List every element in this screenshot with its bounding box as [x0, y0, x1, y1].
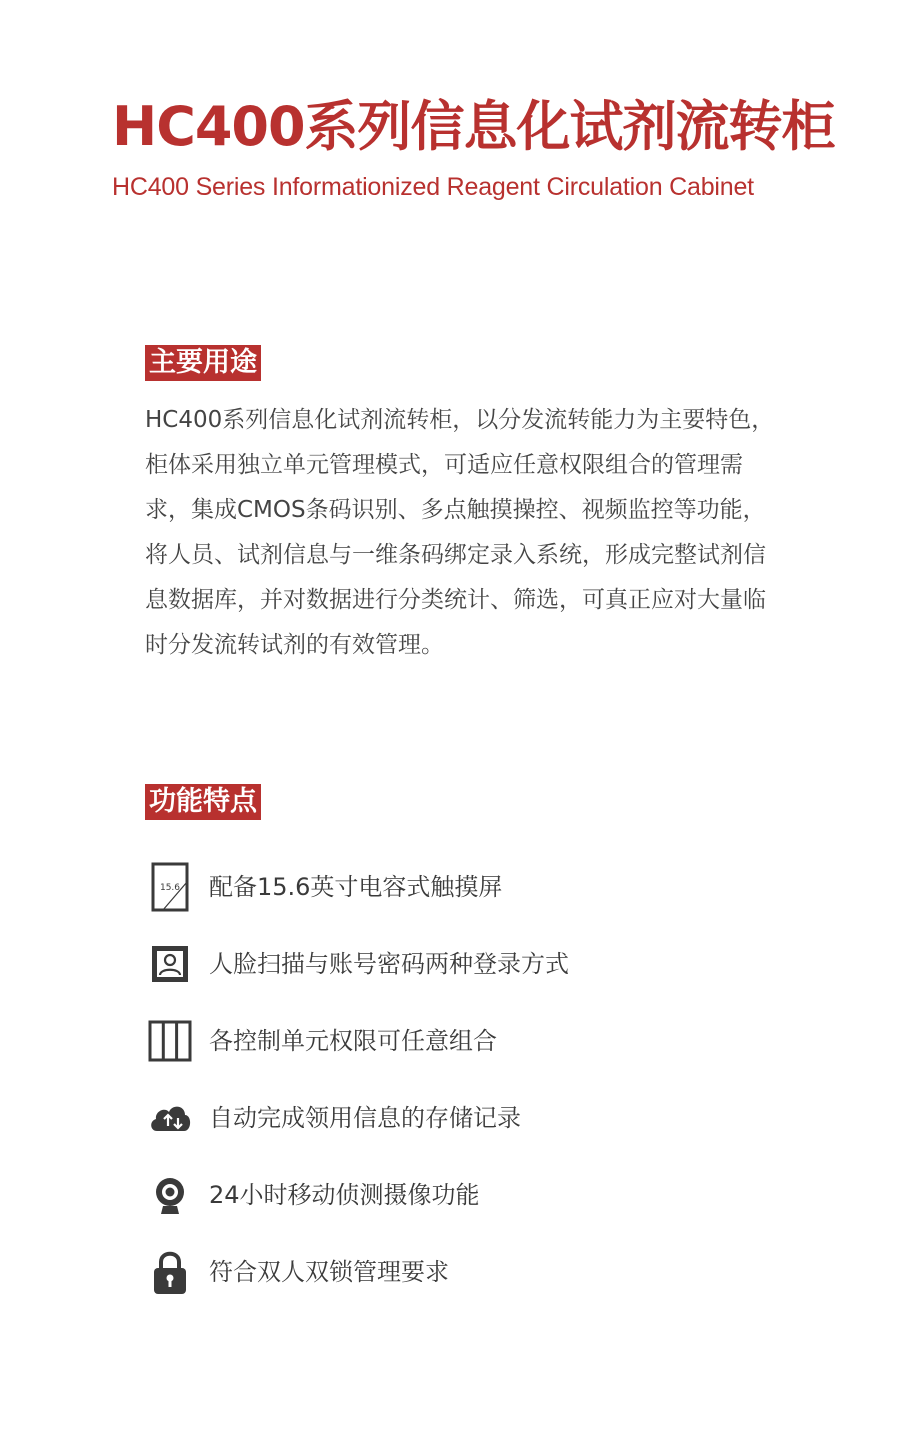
usage-section-label: 主要用途	[145, 345, 261, 381]
feature-item	[145, 1168, 845, 1245]
touchscreen-icon	[145, 860, 195, 914]
feature-text: 24小时移动侦测摄像功能	[209, 1181, 480, 1209]
feature-item	[145, 1245, 845, 1322]
feature-text: 配备15.6英寸电容式触摸屏	[209, 873, 503, 901]
feature-item	[145, 1014, 845, 1091]
face-id-icon	[145, 937, 195, 991]
feature-item	[145, 937, 845, 1014]
feature-item	[145, 1091, 845, 1168]
feature-list	[145, 860, 845, 1322]
touchscreen-size-label: 15.6	[159, 883, 181, 893]
lock-icon	[145, 1245, 195, 1299]
page-title: HC400系列信息化试剂流转柜	[112, 95, 835, 158]
cabinet-units-icon	[145, 1014, 195, 1068]
features-section-label: 功能特点	[145, 784, 261, 820]
webcam-icon	[145, 1168, 195, 1222]
feature-text: 各控制单元权限可任意组合	[209, 1027, 497, 1055]
cloud-sync-icon	[145, 1091, 195, 1145]
feature-text: 人脸扫描与账号密码两种登录方式	[209, 950, 569, 978]
feature-text: 自动完成领用信息的存储记录	[209, 1104, 521, 1132]
feature-item	[145, 860, 845, 937]
usage-description: HC400系列信息化试剂流转柜，以分发流转能力为主要特色，柜体采用独立单元管理模式，可适应任意权限组合的管理需求，集成CMOS条码识别、多点触摸操控、视频监控等功能，将人员、试剂信息与一维条码绑定录入系统，形成完整试剂信息数据库，并对数据进行分类统计、筛选，可真正应对大量临时分发流转试剂的有效管理。	[145, 407, 775, 658]
page-subtitle: HC400 Series Informationized Reagent Circulation Cabinet	[112, 173, 754, 201]
feature-text: 符合双人双锁管理要求	[209, 1258, 449, 1286]
